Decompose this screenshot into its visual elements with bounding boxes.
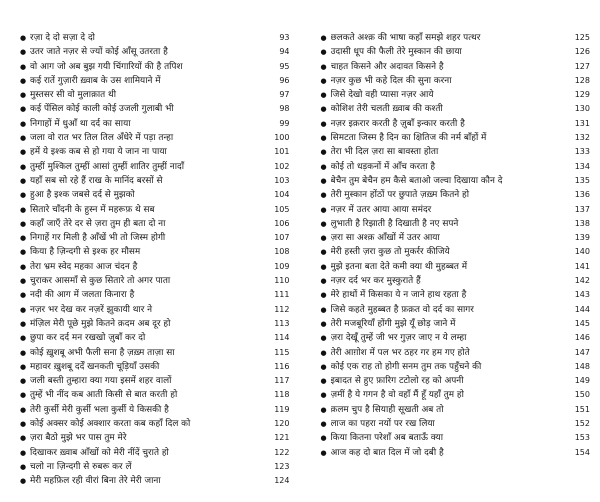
bullet-icon: ●: [20, 334, 27, 343]
entry-title: उदासी धूप की फैली तेरे मुस्कान की छाया: [330, 47, 462, 58]
entry-title: मेरी महफ़िल रही वीरां बिना तेरे मेरी जाना: [30, 476, 161, 487]
toc-entry: [20, 460, 290, 474]
entry-title: बेचैन तुम बेचैन हम कैसे बताओ जल्वा दिखाया कौन दे: [330, 175, 503, 186]
toc-entry: [321, 274, 591, 288]
page-number: 144: [574, 304, 590, 314]
page-number: 145: [574, 318, 590, 328]
entry-title: मेरी हस्ती ज़रा कुछ तो मुकर्रर कीजिये: [330, 247, 450, 258]
bullet-icon: ●: [320, 248, 327, 257]
page-number: 135: [574, 175, 590, 185]
entry-title: किया है ज़िन्दगी से इश्क हर मौसम: [30, 247, 141, 258]
entry-title: छलकते अश्क़ की भाषा कहाँ समझे शहर पत्थर: [330, 33, 481, 43]
toc-entry: [321, 60, 591, 74]
entry-title: कोशिश तेरी चलती ख़्वाब की कश्ती: [330, 104, 443, 115]
toc-entry: [321, 117, 591, 131]
toc-entry: [321, 431, 591, 445]
entry-title: नज़र कुछ भी कहे दिल की सुना करना: [330, 75, 452, 86]
bullet-icon: ●: [320, 405, 327, 414]
entry-title: नज़र दर्द भर कर मुस्कुराते हैं: [330, 276, 421, 287]
entry-title: निगाहें गर मिली है आँखें भी तो जिस्म होगी: [30, 233, 166, 244]
page-number: 126: [574, 47, 590, 57]
entry-title: चुराकर आसमाँ से कुछ सितारे तो अगर पाता: [30, 276, 171, 287]
page-number: 148: [574, 361, 590, 371]
page-number: 124: [274, 476, 290, 486]
entry-title: रज़ा दे दो सज़ा दे दो: [30, 33, 95, 43]
page-number: 127: [574, 61, 590, 71]
page-number: 147: [574, 347, 590, 357]
toc-entry: [321, 245, 591, 259]
page-number: 107: [274, 233, 290, 243]
page-number: 93: [279, 33, 290, 42]
toc-entry: [20, 60, 290, 74]
bullet-icon: ●: [20, 62, 27, 71]
entry-title: जला वो रात भर तिल तिल अँधेरे में पड़ा तन्हा: [30, 133, 174, 144]
entry-title: मंज़िल मेरी पूछे मुझे कितने क़दम अब दूर हो: [30, 318, 171, 329]
bullet-icon: ●: [320, 176, 327, 185]
bullet-icon: ●: [320, 148, 327, 157]
entry-title: चाहत किसने और अदावत किसने है: [330, 61, 444, 72]
entry-title: तुम्हें भी नींद कब आती किसी से बात करती हो: [30, 390, 178, 401]
toc-entry: [20, 88, 290, 102]
entry-title: महावर ख़ुशबू दर्दें खनकती चूड़ियाँ उसकी: [30, 361, 160, 372]
toc-entry: [20, 388, 290, 402]
page-number: 110: [274, 276, 290, 286]
bullet-icon: ●: [320, 362, 327, 371]
page-number: 117: [274, 376, 290, 386]
entry-title: तुम्हीं मुश्किल तुम्हीं आसां तुम्हीं शातिर तुम्हीं नादाँ: [30, 161, 185, 172]
bullet-icon: ●: [320, 434, 327, 443]
toc-entry: [321, 160, 591, 174]
page-number: 95: [279, 61, 290, 71]
entry-title: नदी की आग में जलता किनारा है: [30, 290, 135, 301]
page-number: 123: [274, 461, 290, 471]
bullet-icon: ●: [20, 305, 27, 314]
bullet-icon: ●: [20, 277, 27, 286]
page-number: 125: [574, 33, 590, 42]
toc-entry: [20, 417, 290, 431]
entry-title: यहाँ सब सो रहे हैं राख के मानिंद बरसों से: [30, 175, 163, 186]
entry-title: कई पेंसिल कोई काली कोई उजली गुलाबी भी: [30, 104, 174, 115]
toc-entry: [20, 303, 290, 317]
page-number: 137: [574, 204, 590, 214]
toc-entry: [20, 346, 290, 360]
page-number: 151: [574, 404, 590, 414]
entry-title: कोई ख़ुशबू अभी फैली सना है ज़ख़्म ताज़ा सा: [30, 347, 175, 358]
page-number: 103: [274, 175, 290, 185]
bullet-icon: ●: [320, 191, 327, 200]
bullet-icon: ●: [20, 391, 27, 400]
bullet-icon: ●: [320, 420, 327, 429]
toc-entry: [321, 174, 591, 188]
toc-entry: [20, 474, 290, 488]
bullet-icon: ●: [320, 205, 327, 214]
entry-title: हुआ है इश्क जबसे दर्द से मुझको: [30, 190, 135, 201]
toc-entry: [321, 31, 591, 45]
page-number: 154: [574, 447, 590, 457]
entry-title: नज़र इक़रार करती है ज़ुबाँ इन्कार करती है: [330, 118, 465, 129]
entry-title: तेरी मजबूरियाँ होंगी मुझे यूँ छोड़ जाने में: [330, 318, 456, 329]
toc-entry: [321, 331, 591, 345]
page-number: 98: [279, 104, 290, 114]
page-number: 120: [274, 419, 290, 429]
bullet-icon: ●: [320, 219, 327, 228]
entry-title: ज़रा बैठो मुझे भर पास तुम मेरे: [30, 433, 127, 444]
page-number: 99: [279, 118, 290, 128]
bullet-icon: ●: [20, 362, 27, 371]
page-number: 150: [574, 390, 590, 400]
bullet-icon: ●: [320, 119, 327, 128]
toc-entry: [20, 188, 290, 202]
page-number: 118: [274, 390, 290, 400]
bullet-icon: ●: [20, 462, 27, 471]
bullet-icon: ●: [320, 76, 327, 85]
bullet-icon: ●: [20, 448, 27, 457]
toc-entry: [20, 31, 290, 45]
entry-title: तेरी आग़ोश में पल भर ठहर गर हम गए होते: [330, 347, 470, 358]
page-number: 109: [274, 261, 290, 271]
entry-title: तेरी मुस्कान होंठों पर छुपाते ज़ख़्म कितने हो: [330, 190, 470, 201]
toc-entry: [20, 203, 290, 217]
entry-title: दिखाकर ख़्वाब आँखों को मेरी नींदें चुराते हो: [30, 447, 169, 458]
toc-entry: [321, 45, 591, 59]
page-number: 101: [274, 147, 290, 157]
entry-title: निगाहों में धुआँ था दर्द का साया: [30, 118, 131, 129]
bullet-icon: ●: [20, 319, 27, 328]
entry-title: मुस्तसर सी वो मुलाक़ात थी: [30, 90, 117, 101]
entry-title: ज़रा सा अश्क़ आँखों में उतर आया: [330, 233, 440, 244]
entry-title: तेरा भी दिल ज़रा सा बावस्ता होता: [330, 147, 439, 158]
bullet-icon: ●: [20, 477, 27, 486]
bullet-icon: ●: [20, 91, 27, 100]
toc-entry: [20, 231, 290, 245]
toc-entry: [20, 217, 290, 231]
entry-title: इबादत से हुए फ़ारिग टटोलो रह को अपनी: [330, 376, 464, 387]
page-number: 97: [279, 90, 290, 100]
toc-entry: [20, 145, 290, 159]
toc-entry: [321, 188, 591, 202]
bullet-icon: ●: [20, 205, 27, 214]
entry-title: कोई एक राह तो होगी सनम तुम तक पहुँचने की: [330, 361, 482, 372]
bullet-icon: ●: [320, 448, 327, 457]
toc-entry: [20, 288, 290, 302]
toc-entry: [321, 446, 591, 460]
entry-title: कई रातें गुज़ारी ख़्वाब के उस शामियाने में: [30, 75, 161, 86]
entry-title: नज़र भर देख कर नज़रें झुकायी थार ने: [30, 304, 153, 315]
toc-entry: [321, 88, 591, 102]
page-number: 131: [574, 118, 590, 128]
bullet-icon: ●: [20, 420, 27, 429]
page-number: 122: [274, 447, 290, 457]
toc-entry: [321, 346, 591, 360]
toc-entry: [321, 203, 591, 217]
bullet-icon: ●: [320, 105, 327, 114]
bullet-icon: ●: [20, 119, 27, 128]
toc-entry: [20, 431, 290, 445]
bullet-icon: ●: [20, 134, 27, 143]
bullet-icon: ●: [20, 191, 27, 200]
entry-title: क़लम चुप है सियाही सूखती अब तो: [330, 404, 444, 415]
toc-entry: [20, 45, 290, 59]
bullet-icon: ●: [20, 291, 27, 300]
entry-title: सिमटता जिस्म है दिन का क्षितिज की नर्म बाँहों में: [330, 133, 487, 144]
entry-title: छुपा कर दर्द मन रखखो ज़ुबाँ कर दो: [30, 333, 146, 344]
entry-title: तेरा भ्रम स्वेद महका आज चंदन है: [30, 261, 138, 272]
page-number: 94: [279, 47, 290, 57]
entry-title: कोई तो धड़कनों में आँच करता है: [330, 161, 436, 172]
page-number: 132: [574, 133, 590, 143]
bullet-icon: ●: [320, 134, 327, 143]
bullet-icon: ●: [320, 319, 327, 328]
bullet-icon: ●: [20, 434, 27, 443]
entry-title: कहाँ जाएँ तेरे दर से ज़रा तुम ही बता दो ना: [30, 218, 166, 229]
bullet-icon: ●: [320, 34, 327, 42]
page-number: 149: [574, 376, 590, 386]
page-number: 111: [274, 290, 290, 300]
page-number: 121: [274, 433, 290, 443]
toc-entry: [20, 245, 290, 259]
right-column: [321, 31, 591, 502]
toc-entry: [20, 331, 290, 345]
entry-title: जिसे कहते मुहब्बत है फ़क़त वो दर्द का सागर: [330, 304, 474, 315]
bullet-icon: ●: [320, 391, 327, 400]
toc-entry: [20, 374, 290, 388]
toc-entry: [20, 446, 290, 460]
entry-title: आज कह दो बात दिल में जो दबी है: [330, 447, 444, 458]
page-number: 106: [274, 218, 290, 228]
page-number: 133: [574, 147, 590, 157]
page-number: 143: [574, 290, 590, 300]
toc-entry: [321, 288, 591, 302]
toc-entry: [321, 74, 591, 88]
bullet-icon: ●: [320, 277, 327, 286]
bullet-icon: ●: [320, 377, 327, 386]
toc-entry: [20, 160, 290, 174]
bullet-icon: ●: [20, 234, 27, 243]
entry-title: उतर जाते नज़र से ज्यों कोई आँसू उतरता है: [30, 47, 168, 58]
bullet-icon: ●: [20, 248, 27, 257]
page-number: 100: [274, 133, 290, 143]
toc-entry: [321, 360, 591, 374]
entry-title: लुभाती है रिझाती है दिखाती है नए सपने: [330, 218, 459, 229]
toc-entry: [20, 260, 290, 274]
bullet-icon: ●: [20, 162, 27, 171]
page-number: 114: [274, 333, 290, 343]
bullet-icon: ●: [20, 148, 27, 157]
bullet-icon: ●: [20, 48, 27, 57]
entry-title: सितारे चाँदनी के हुस्न में महरूफ़ थे सब: [30, 204, 155, 215]
entry-title: जली बस्ती तुम्हारा क्या गया इसमें शहर वालों: [30, 376, 172, 387]
page-number: 136: [574, 190, 590, 200]
page-number: 112: [274, 304, 290, 314]
bullet-icon: ●: [320, 291, 327, 300]
bullet-icon: ●: [320, 91, 327, 100]
toc-entry: [20, 360, 290, 374]
entry-title: तेरी कुर्सी मेरी कुर्सी भला कुर्सी ये किसकी है: [30, 404, 169, 415]
toc-entry: [321, 102, 591, 116]
entry-title: चलो ना ज़िन्दगी से रुबरू कर लें: [30, 461, 132, 472]
page-number: 115: [274, 347, 290, 357]
toc-entry: [321, 388, 591, 402]
toc-entry: [20, 117, 290, 131]
toc-entry: [20, 274, 290, 288]
entry-title: ज़रा देखूँ तुम्हें जी भर गुज़र जाए न ये लम्हा: [330, 333, 467, 344]
bullet-icon: ●: [320, 62, 327, 71]
toc-entry: [20, 403, 290, 417]
page-number: 139: [574, 233, 590, 243]
page-number: 128: [574, 75, 590, 85]
bullet-icon: ●: [320, 162, 327, 171]
entry-title: नज़र में उतर आया आया समंदर: [330, 204, 432, 215]
bullet-icon: ●: [20, 34, 27, 42]
page-number: 134: [574, 161, 590, 171]
page-number: 116: [274, 361, 290, 371]
bullet-icon: ●: [20, 262, 27, 271]
entry-title: जिसे देखो वही प्यासा नज़र आये: [330, 90, 434, 101]
page-number: 102: [274, 161, 290, 171]
page-number: 141: [574, 261, 590, 271]
bullet-icon: ●: [320, 262, 327, 271]
toc-entry: [321, 231, 591, 245]
entry-title: लाज का पहरा नयों पर रख लिया: [330, 419, 435, 430]
bullet-icon: ●: [320, 48, 327, 57]
toc-entry: [20, 74, 290, 88]
toc-entry: [321, 417, 591, 431]
page-number: 142: [574, 276, 590, 286]
toc-entry: [20, 174, 290, 188]
bullet-icon: ●: [320, 334, 327, 343]
bullet-icon: ●: [320, 305, 327, 314]
toc-entry: [321, 131, 591, 145]
page-number: 105: [274, 204, 290, 214]
page-number: 152: [574, 419, 590, 429]
page-number: 130: [574, 104, 590, 114]
page-number: 119: [274, 404, 290, 414]
page-number: 104: [274, 190, 290, 200]
entry-title: कोई अक्सर कोई अक्शार करता कब कहाँ दिल को: [30, 419, 191, 430]
toc-entry: [321, 374, 591, 388]
toc-entry: [321, 403, 591, 417]
page-number: 96: [279, 75, 290, 85]
bullet-icon: ●: [20, 405, 27, 414]
page-number: 140: [574, 247, 590, 257]
bullet-icon: ●: [320, 348, 327, 357]
page-number: 108: [274, 247, 290, 257]
entry-title: वो आग जो अब बुझ गयी चिंगारियों की है तपिश: [30, 61, 183, 72]
bullet-icon: ●: [20, 76, 27, 85]
bullet-icon: ●: [20, 105, 27, 114]
entry-title: मुझे इतना बता देते कमी क्या थी मुहब्बत में: [330, 261, 468, 272]
toc-entry: [20, 102, 290, 116]
entry-title: हमें ये इश्क कब से हो गया ये जान ना पाया: [30, 147, 167, 158]
toc-entry: [321, 303, 591, 317]
entry-title: ज़मीं है ये गगन है वो वहाँ मैं हूँ यहाँ तुम हो: [330, 390, 464, 401]
toc-entry: [321, 217, 591, 231]
entry-title: मेरे हाथों में किसका ये न जाने हाथ रहता है: [330, 290, 467, 301]
page-number: 129: [574, 90, 590, 100]
bullet-icon: ●: [20, 176, 27, 185]
bullet-icon: ●: [20, 348, 27, 357]
page-number: 153: [574, 433, 590, 443]
toc-entry: [321, 317, 591, 331]
bullet-icon: ●: [20, 219, 27, 228]
toc-entry: [321, 145, 591, 159]
page-number: 113: [274, 318, 290, 328]
page-number: 146: [574, 333, 590, 343]
toc-entry: [20, 317, 290, 331]
bullet-icon: ●: [320, 234, 327, 243]
entry-title: किया कितना परेशाँ अब बताऊँ क्या: [330, 433, 444, 444]
bullet-icon: ●: [20, 377, 27, 386]
page-number: 138: [574, 218, 590, 228]
left-column: [20, 31, 290, 502]
toc-entry: [321, 260, 591, 274]
toc-entry: [20, 131, 290, 145]
